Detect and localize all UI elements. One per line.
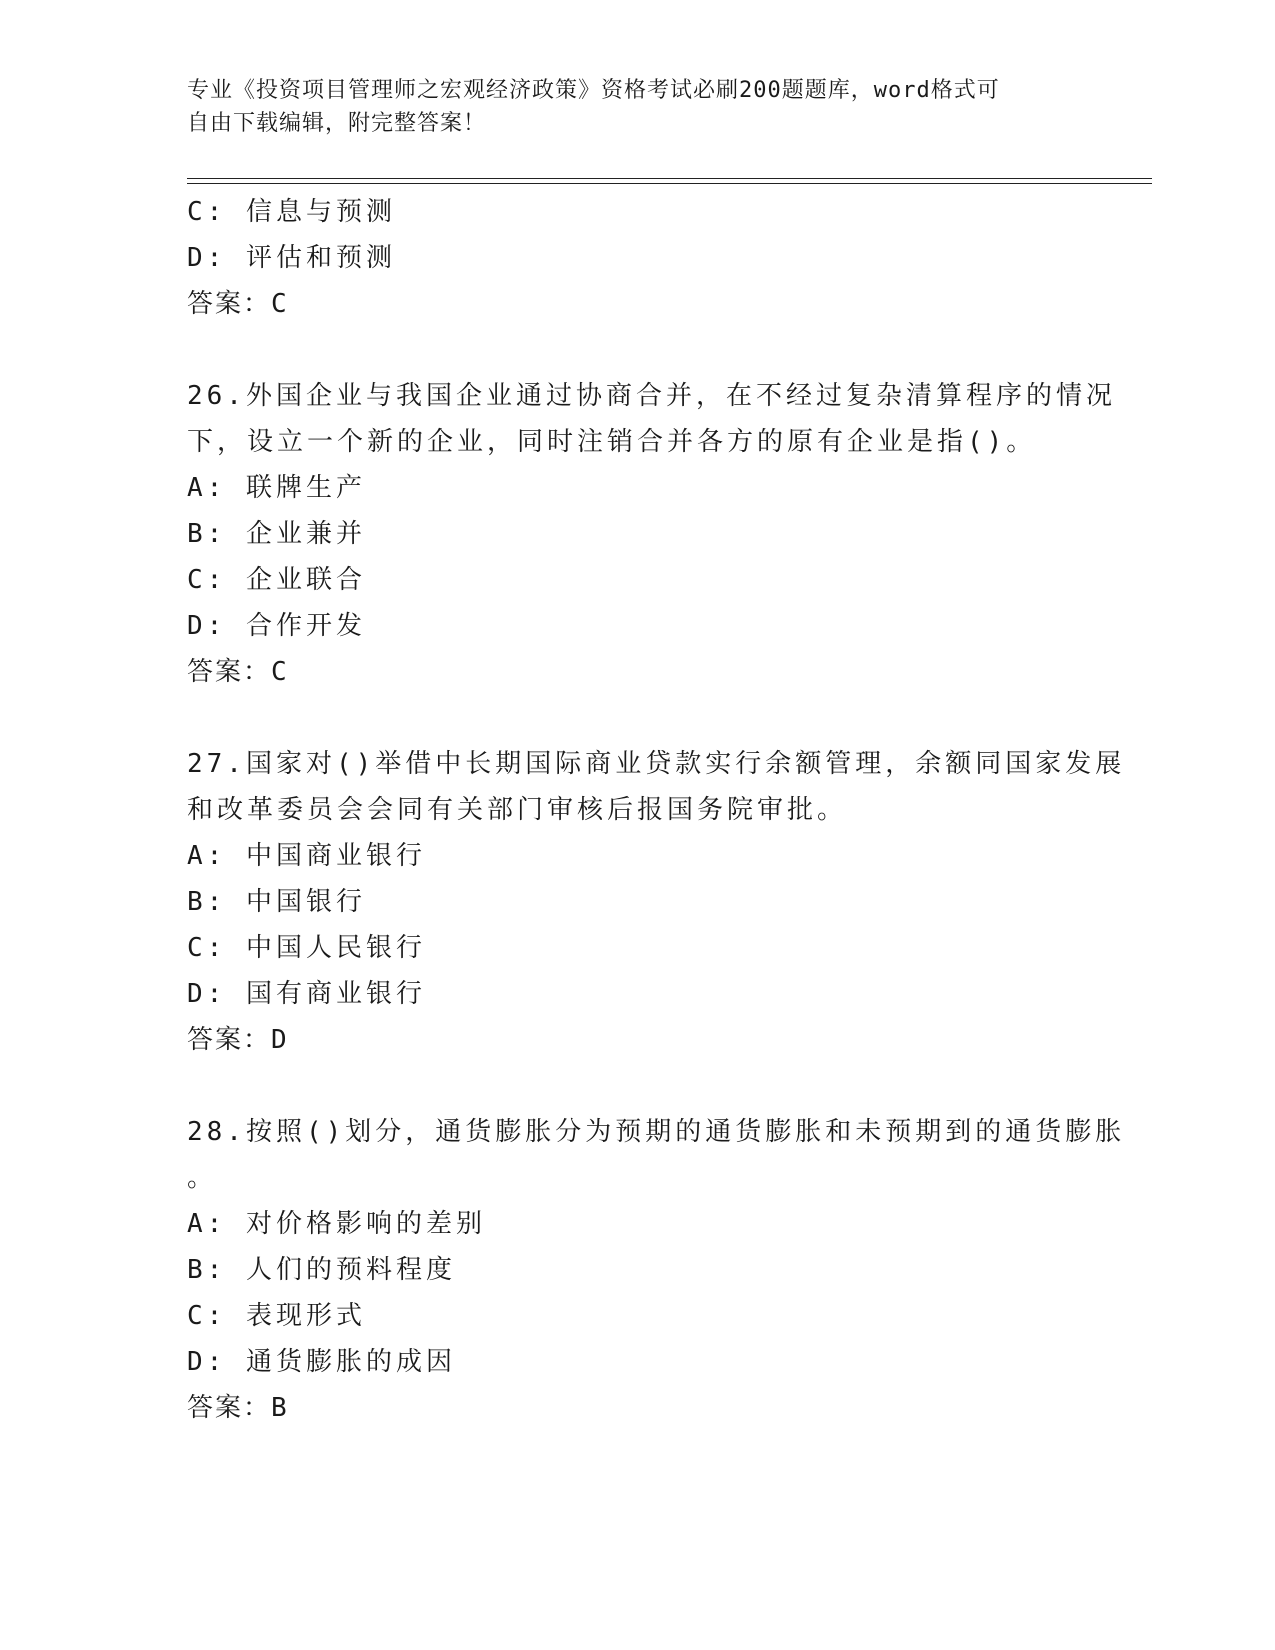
option-c: C: 中国人民银行 — [187, 933, 426, 963]
option-d: D: 合作开发 — [187, 611, 366, 641]
header-divider-top — [187, 178, 1152, 179]
document-body — [187, 189, 1126, 1431]
option-c: C: 信息与预测 — [187, 197, 396, 227]
option-a: A: 对价格影响的差别 — [187, 1209, 486, 1239]
header-divider-bottom — [187, 183, 1152, 184]
option-c: C: 表现形式 — [187, 1301, 366, 1331]
option-b: B: 中国银行 — [187, 887, 366, 917]
question-text-line-1: 28.按照()划分，通货膨胀分为预期的通货膨胀和未预期到的通货膨胀 — [187, 1117, 1126, 1147]
header-line-2: 自由下载编辑，附完整答案！ — [187, 111, 487, 136]
document-header — [187, 74, 1067, 140]
question-text-line-2: 和改革委员会会同有关部门审核后报国务院审批。 — [187, 795, 848, 825]
spacer — [187, 1063, 1067, 1109]
option-d: D: 评估和预测 — [187, 243, 396, 273]
answer-line: 答案：D — [187, 1025, 289, 1055]
question-28 — [187, 1109, 1126, 1431]
option-a: A: 中国商业银行 — [187, 841, 426, 871]
answer-line: 答案：C — [187, 657, 289, 687]
option-d: D: 通货膨胀的成因 — [187, 1347, 456, 1377]
option-d: D: 国有商业银行 — [187, 979, 426, 1009]
spacer — [187, 695, 1067, 741]
option-c: C: 企业联合 — [187, 565, 366, 595]
question-27 — [187, 741, 1126, 1063]
question-26 — [187, 373, 1116, 695]
question-text-line-1: 26.外国企业与我国企业通过协商合并，在不经过复杂清算程序的情况 — [187, 381, 1116, 411]
answer-line: 答案：C — [187, 289, 289, 319]
option-a: A: 联牌生产 — [187, 473, 366, 503]
question-text-line-2: 下，设立一个新的企业，同时注销合并各方的原有企业是指()。 — [187, 427, 1037, 457]
option-b: B: 企业兼并 — [187, 519, 366, 549]
answer-line: 答案：B — [187, 1393, 289, 1423]
question-25-tail — [187, 189, 1067, 327]
spacer — [187, 327, 1067, 373]
question-text-line-1: 27.国家对()举借中长期国际商业贷款实行余额管理，余额同国家发展 — [187, 749, 1126, 779]
question-text-line-2: 。 — [187, 1163, 218, 1193]
option-b: B: 人们的预料程度 — [187, 1255, 456, 1285]
header-line-1: 专业《投资项目管理师之宏观经济政策》资格考试必刷200题题库，word格式可 — [187, 78, 1000, 103]
